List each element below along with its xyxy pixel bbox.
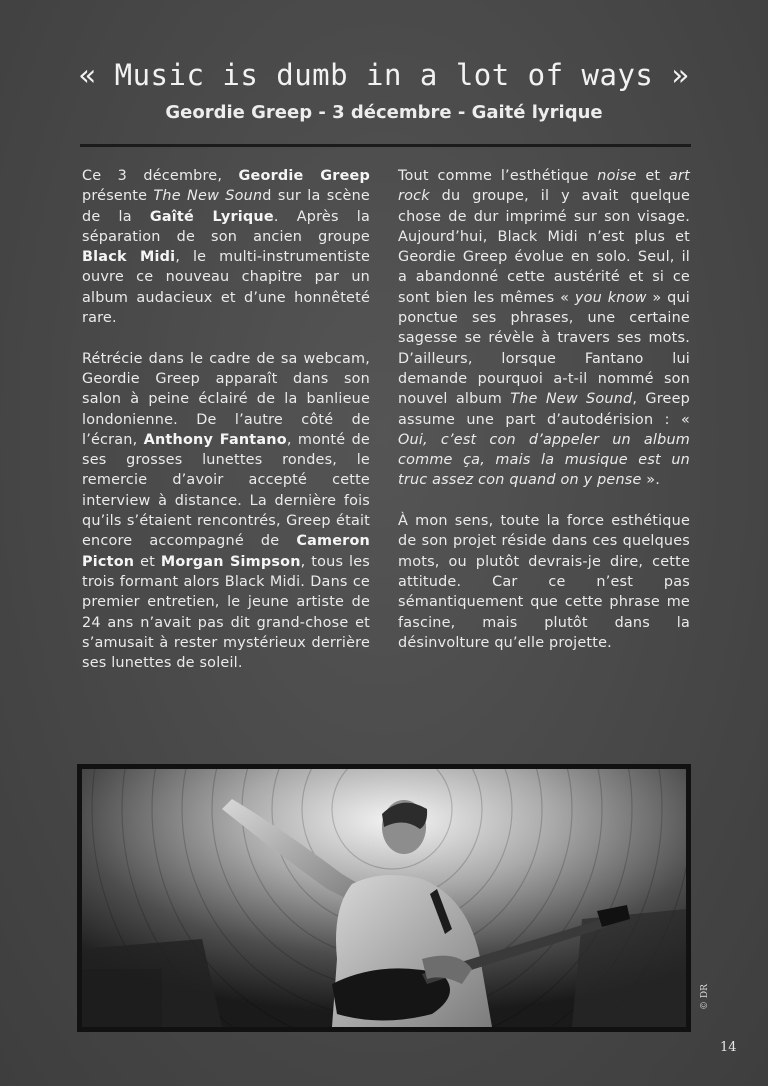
paragraph: [82, 349, 370, 674]
text-run: , monté de ses grosses lunettes rondes, le remercie d’avoir accepté cette interview à distance. La dernière fois qu’ils s’étaient rencontrés, Greep était encore accompagné de: [82, 431, 370, 550]
right-column: [398, 166, 690, 673]
text-run: et: [134, 553, 161, 570]
text-run: » qui ponctue ses phrases, une certaine sagesse se révèle à travers ses mots. D’ailleurs, lorsque Fantano lui demande pourquoi a-t-il nommé son nouvel album: [398, 289, 690, 408]
paragraph: [398, 166, 690, 491]
italic-text: Oui, c’est con d’appeler un album comme ça, mais la musique est un truc assez con quand on y pense: [398, 431, 690, 489]
bold-text: Geordie Greep: [238, 168, 371, 184]
bold-text: Anthony Fantano: [143, 431, 287, 448]
text-run: Rétrécie dans le cadre de sa webcam, Geordie Greep apparaît dans son salon à peine éclairé de la banlieue londonienne. De l’autre côté de l’écran,: [82, 350, 370, 448]
text-run: , Greep assume une part d’autodérision : «: [398, 391, 690, 428]
italic-text: noise: [597, 168, 637, 184]
guitarist-photo: [82, 769, 686, 1027]
concert-photo: [77, 764, 691, 1032]
text-run: et: [636, 168, 669, 184]
text-run: d sur la scène de la: [82, 188, 370, 225]
text-run: , tous les trois formant alors Black Midi. Dans ce premier entretien, le jeune artiste de 24 ans n’avait pas dit grand-chose et s’amusait à rester mystérieux derrière ses lunettes de soleil.: [82, 553, 370, 672]
text-run: présente: [82, 188, 154, 205]
bold-text: Gaîté Lyrique: [149, 208, 274, 225]
photo-credit: © DR: [700, 984, 710, 1010]
text-run: À mon sens, toute la force esthétique de son projet réside dans ces quelques mots, ou plutôt devrais-je dire, cette attitude. Car ce n’est pas sémantiquement que cette phrase me fascine, mais plutôt dans la désinvolture qu’elle projette.: [398, 513, 690, 651]
page-number: 14: [720, 1040, 737, 1055]
text-run: ».: [641, 472, 661, 489]
text-run: . Après la séparation de son ancien groupe: [82, 208, 370, 245]
text-run: du groupe, il y avait quelque chose de dur imprimé sur son visage. Aujourd’hui, Black Midi n’est plus et Geordie Greep évolue en solo. Seul, il a abandonné cette austérité et si ce sont bien les mêmes «: [398, 188, 690, 306]
bold-text: Cameron Picton: [82, 533, 370, 570]
italic-text: The New Soun: [153, 188, 263, 205]
title-divider: [80, 144, 691, 147]
article-subtitle: Geordie Greep - 3 décembre - Gaité lyrique: [165, 102, 603, 123]
italic-text: The New Sound: [510, 391, 633, 408]
italic-text: art rock: [398, 168, 690, 205]
paragraph: [82, 166, 370, 328]
article-title: « Music is dumb in a lot of ways »: [78, 58, 690, 92]
bold-text: Black Midi: [82, 249, 176, 266]
paragraph: [398, 511, 690, 653]
bold-text: Morgan Simpson: [160, 553, 301, 570]
text-run: Ce 3 décembre,: [82, 168, 239, 184]
text-run: Tout comme l’esthétique: [398, 168, 598, 184]
italic-text: you know: [574, 289, 647, 306]
left-column: [82, 166, 370, 694]
text-run: , le multi-instrumentiste ouvre ce nouveau chapitre par un album audacieux et d’une honnêteté rare.: [82, 249, 371, 327]
